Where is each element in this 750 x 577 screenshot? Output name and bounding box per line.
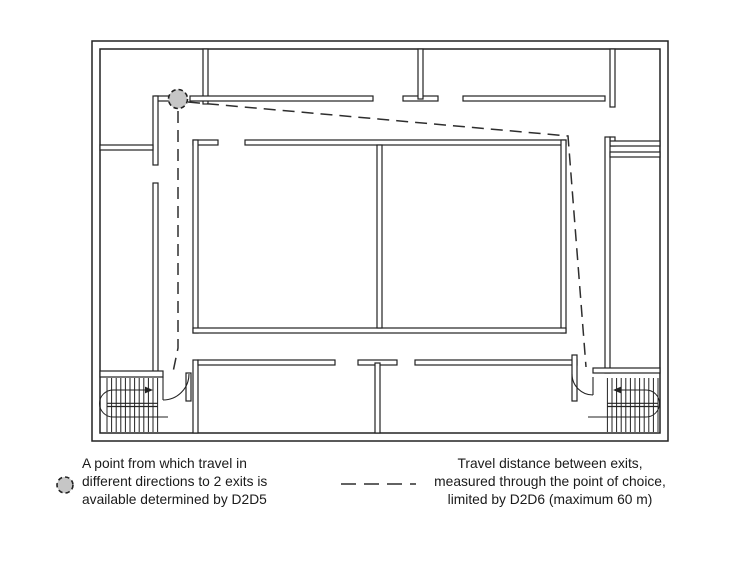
roomE-top-wall — [610, 152, 660, 157]
legend-point-line-3: available determined by D2D5 — [82, 492, 267, 507]
left-mid-wall — [100, 145, 153, 150]
legend-point-of-choice — [82, 455, 267, 509]
stair-right-top-wall — [593, 368, 660, 373]
bottom-corridor-wall-west — [198, 360, 335, 365]
central-divider-wall — [377, 145, 382, 328]
bottomL-room-left-wall — [193, 360, 198, 433]
top-corridor-wall-east — [463, 96, 605, 101]
legend-travel-line-2: measured through the point of choice, — [434, 474, 666, 489]
point-of-choice-icon — [169, 90, 188, 109]
left-lower-wall — [153, 183, 158, 373]
central-top-wall — [245, 140, 566, 145]
stair-left-up-arrow-icon — [145, 387, 153, 394]
bottom-corridor-wall-east — [415, 360, 577, 365]
legend-travel-line-1: Travel distance between exits, — [457, 456, 643, 471]
stair-left-door-arc — [163, 374, 189, 400]
central-bottom-wall — [193, 328, 566, 333]
central-left-wall — [193, 140, 198, 333]
stair-left-top-wall — [100, 371, 163, 377]
legend-travel-line-3: limited by D2D6 (maximum 60 m) — [447, 492, 653, 507]
central-right-wall — [561, 140, 566, 333]
roomBC-divider-wall — [418, 49, 423, 99]
top-corridor-wall-west — [190, 96, 373, 101]
left-upper-wall — [153, 96, 158, 165]
bottom-rooms-divider-wall — [375, 363, 380, 433]
legend-point-line-1: A point from which travel in — [82, 456, 247, 471]
legend-point-of-choice-icon — [57, 477, 73, 493]
roomD-left-wall-upper — [610, 49, 615, 107]
roomD-bottom-wall — [610, 141, 660, 146]
travel-path-to-left-exit — [173, 111, 178, 372]
roomE-left-wall — [605, 137, 610, 373]
legend-point-line-2: different directions to 2 exits is — [82, 474, 268, 489]
legend-travel-distance — [424, 455, 676, 509]
